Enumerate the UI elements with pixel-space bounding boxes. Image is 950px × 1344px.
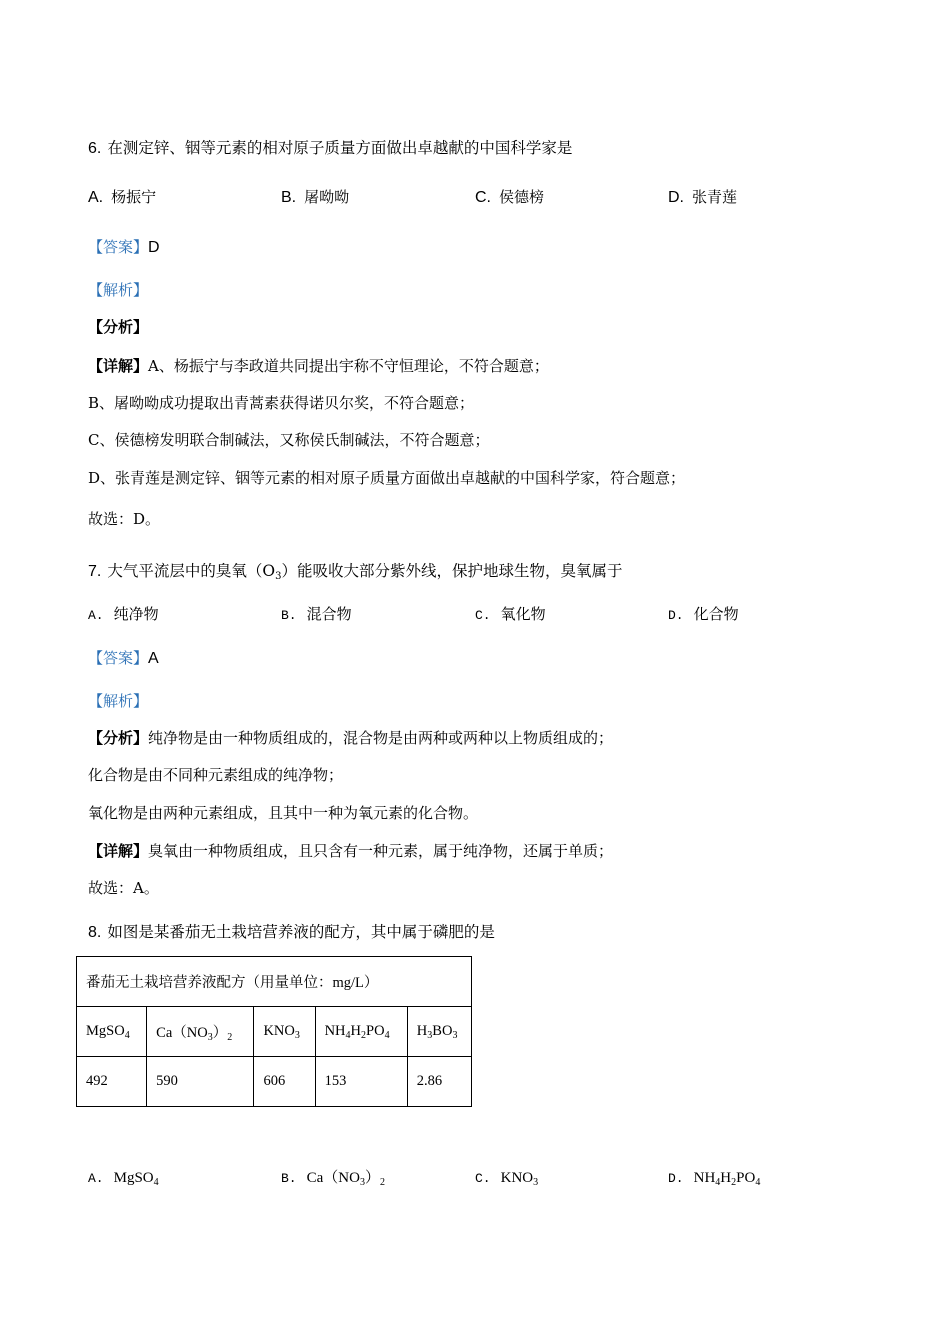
detail-tag: 【详解】 xyxy=(88,357,149,375)
option-text: NH xyxy=(693,1170,716,1186)
table-caption: 番茄无土栽培营养液配方（用量单位：mg/L） xyxy=(77,957,472,1007)
q6-fenxi-tag: 【分析】 xyxy=(88,318,149,336)
option-text: Ca（NO xyxy=(306,1170,360,1186)
option-text: 混合物 xyxy=(306,605,352,623)
ozone-subscript: 3 xyxy=(275,571,282,582)
option-letter: C. xyxy=(475,189,491,206)
option-letter: D. xyxy=(668,1171,684,1186)
option-letter: C. xyxy=(475,1171,491,1186)
q8-option-b[interactable] xyxy=(281,1168,385,1189)
q7-option-d[interactable] xyxy=(668,604,739,626)
q7-answer xyxy=(88,648,159,669)
option-text: 屠呦呦 xyxy=(304,188,350,206)
option-letter: D. xyxy=(668,189,684,206)
q7-fenxi-line-1 xyxy=(88,728,613,748)
table-header-cell: $Ca(NO_3)_2$ xyxy=(147,1007,254,1057)
q6-detail-line-4: D、张青莲是测定锌、铟等元素的相对原子质量方面做出卓越献的中国科学家，符合题意； xyxy=(88,469,686,487)
option-letter: A. xyxy=(88,608,104,623)
fenxi-tag: 【分析】 xyxy=(88,729,149,747)
q6-option-c[interactable] xyxy=(475,187,544,208)
answer-value: A xyxy=(148,650,159,667)
question-text: 如图是某番茄无土栽培营养液的配方，其中属于磷肥的是 xyxy=(107,923,495,941)
option-subscript: 2 xyxy=(731,1177,737,1188)
option-subscript: 3 xyxy=(533,1177,539,1188)
detail-text: A、杨振宁与李政道共同提出宇称不守恒理论，不符合题意； xyxy=(148,357,549,375)
option-subscript: 4 xyxy=(153,1177,159,1188)
question-7-stem xyxy=(88,561,622,582)
q7-conclusion: 故选：A。 xyxy=(88,879,159,897)
question-6-stem xyxy=(88,138,572,159)
table-header-cell: $KNO_3$ xyxy=(254,1007,315,1057)
table-cell: 606 xyxy=(254,1057,315,1107)
table-cell: 2.86 xyxy=(407,1057,471,1107)
q6-option-a[interactable] xyxy=(88,187,156,208)
table-header-cell: MgSO$_4$ xyxy=(77,1007,147,1057)
option-letter: A. xyxy=(88,1171,104,1186)
option-text: MgSO xyxy=(113,1170,154,1186)
question-text-a: 大气平流层中的臭氧（O xyxy=(107,562,276,580)
q6-detail-line-2: B、屠呦呦成功提取出青蒿素获得诺贝尔奖，不符合题意； xyxy=(88,394,475,412)
option-text: KNO xyxy=(500,1170,534,1186)
q8-option-d[interactable] xyxy=(668,1168,760,1189)
option-text: 氧化物 xyxy=(500,605,546,623)
option-letter: B. xyxy=(281,189,297,206)
q6-conclusion: 故选：D。 xyxy=(88,510,161,528)
q6-answer xyxy=(88,237,160,258)
table-cell: 153 xyxy=(315,1057,407,1107)
q7-option-c[interactable] xyxy=(475,604,546,626)
option-letter: C. xyxy=(475,608,491,623)
table-row xyxy=(77,1057,472,1107)
option-text: 化合物 xyxy=(693,605,739,623)
option-letter: A. xyxy=(88,189,104,206)
option-text: ） xyxy=(364,1170,380,1186)
option-subscript: 4 xyxy=(755,1177,761,1188)
question-number: 7. xyxy=(88,563,102,580)
q6-detail-line-1 xyxy=(88,356,549,376)
table-header-cell: $NH_4H_2PO_4$ xyxy=(315,1007,407,1057)
q7-analysis-tag: 【解析】 xyxy=(88,692,149,710)
fenxi-text: 纯净物是由一种物质组成的，混合物是由两种或两种以上物质组成的； xyxy=(148,729,614,747)
detail-tag: 【详解】 xyxy=(88,842,149,860)
option-text: 张青莲 xyxy=(692,188,738,206)
option-text: H xyxy=(720,1170,732,1186)
q6-option-d[interactable] xyxy=(668,187,737,208)
table-header-row xyxy=(77,1007,472,1057)
answer-tag: 【答案】 xyxy=(88,238,149,256)
q6-analysis-tag: 【解析】 xyxy=(88,281,149,299)
q7-option-a[interactable] xyxy=(88,604,159,626)
option-subscript: 3 xyxy=(359,1177,365,1188)
q7-fenxi-line-2: 化合物是由不同种元素组成的纯净物； xyxy=(88,766,344,784)
question-number: 6. xyxy=(88,140,102,157)
question-text-b: ）能吸收大部分紫外线，保护地球生物，臭氧属于 xyxy=(281,562,623,580)
q7-option-b[interactable] xyxy=(281,604,352,626)
option-text: PO xyxy=(736,1170,756,1186)
option-letter: B. xyxy=(281,1171,297,1186)
question-8-stem xyxy=(88,922,495,943)
option-subscript: 4 xyxy=(715,1177,721,1188)
question-text: 在测定锌、铟等元素的相对原子质量方面做出卓越献的中国科学家是 xyxy=(107,139,573,157)
q6-detail-line-3: C、侯德榜发明联合制碱法，又称侯氏制碱法，不符合题意； xyxy=(88,431,490,449)
q7-fenxi-line-3: 氧化物是由两种元素组成，且其中一种为氧元素的化合物。 xyxy=(88,804,479,822)
q6-option-b[interactable] xyxy=(281,187,349,208)
answer-tag: 【答案】 xyxy=(88,649,149,667)
q8-option-a[interactable] xyxy=(88,1168,159,1189)
option-text: 侯德榜 xyxy=(499,188,545,206)
nutrient-solution-table xyxy=(76,956,472,1107)
option-text: 纯净物 xyxy=(113,605,159,623)
q8-option-c[interactable] xyxy=(475,1168,538,1189)
table-header-cell: $H_3BO_3$ xyxy=(407,1007,471,1057)
table-cell: 590 xyxy=(147,1057,254,1107)
option-letter: D. xyxy=(668,608,684,623)
table-caption-row xyxy=(77,957,472,1007)
q7-detail-line xyxy=(88,841,613,861)
question-number: 8. xyxy=(88,924,102,941)
answer-value: D xyxy=(148,239,160,256)
detail-text: 臭氧由一种物质组成，且只含有一种元素，属于纯净物，还属于单质； xyxy=(148,842,614,860)
option-letter: B. xyxy=(281,608,297,623)
table-cell: 492 xyxy=(77,1057,147,1107)
option-subscript: 2 xyxy=(379,1177,385,1188)
option-text: 杨振宁 xyxy=(111,188,157,206)
